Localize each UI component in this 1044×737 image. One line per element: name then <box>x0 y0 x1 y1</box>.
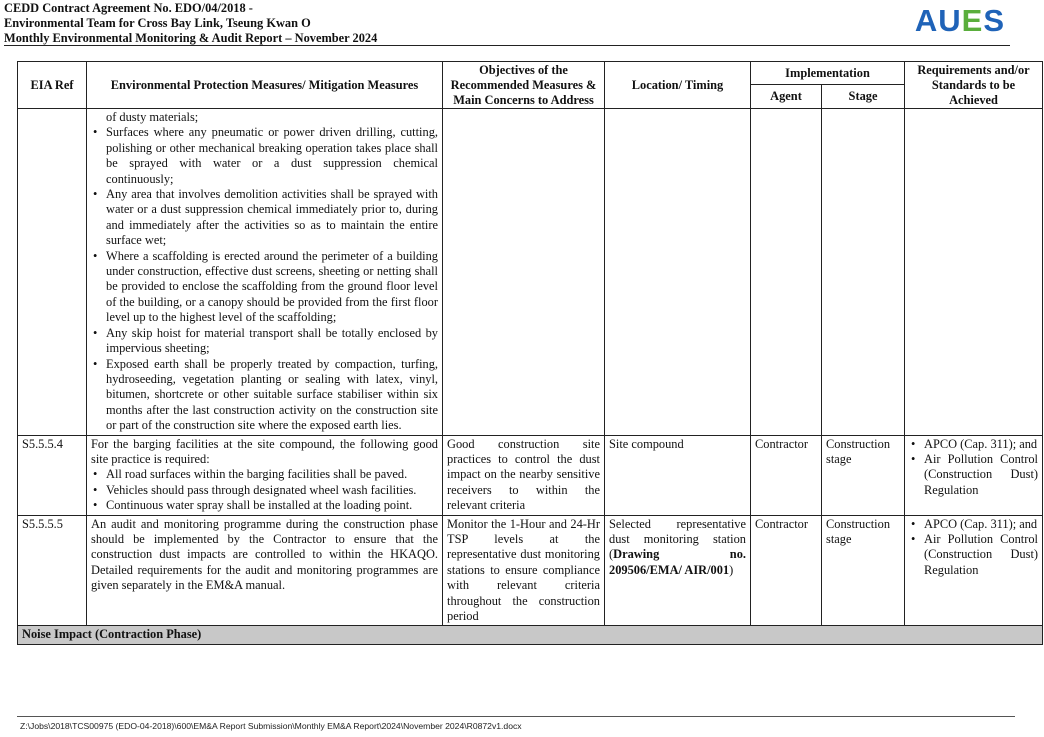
list-item: • Exposed earth shall be properly treated by compaction, turfing, hydroseeding, vegetation planting or sealing with latex, vinyl, bitumen, shortcrete or other suitable surface stabiliser within six months after the last construction activity on the construction site or part of the construction site where the exposed earth lies. <box>106 357 438 434</box>
measures-cell <box>87 109 443 436</box>
location-cell <box>605 515 751 626</box>
list-item: • Vehicles should pass through designated wheel wash facilities. <box>106 483 438 498</box>
requirements-cell <box>905 435 1043 515</box>
table-header-row <box>18 62 1043 85</box>
measures-cell <box>87 435 443 515</box>
measure-bullet-list <box>91 467 438 513</box>
header-divider <box>4 45 1010 46</box>
mitigation-measures-table <box>17 61 1043 645</box>
page-header <box>4 0 1040 46</box>
col-header-agent: Agent <box>751 85 822 109</box>
requirements-cell <box>905 515 1043 626</box>
team-line: Environmental Team for Cross Bay Link, Tseung Kwan O <box>4 15 311 30</box>
section-heading-row <box>18 626 1043 644</box>
contract-line: CEDD Contract Agreement No. EDO/04/2018 - <box>4 1 253 15</box>
stage-cell: Construction stage <box>822 515 905 626</box>
eia-ref-cell: S5.5.5.5 <box>18 515 87 626</box>
report-title-line: Monthly Environmental Monitoring & Audit Report – November 2024 <box>4 30 378 45</box>
eia-ref-cell: S5.5.5.4 <box>18 435 87 515</box>
list-item: • APCO (Cap. 311); and <box>924 437 1038 452</box>
objectives-cell <box>443 109 605 436</box>
drawing-reference: Drawing no. 209506/EMA/ AIR/001 <box>609 547 746 577</box>
aues-logo: AUES <box>914 3 1005 38</box>
location-close: ) <box>729 562 734 577</box>
section-heading: Noise Impact (Contraction Phase) <box>18 626 1043 644</box>
objectives-cell: Monitor the 1-Hour and 24-Hr TSP levels at the representative dust monitoring stations to ensure compliance with relevant criteria throughout the construction period <box>443 515 605 626</box>
col-header-location: Location/ Timing <box>605 62 751 109</box>
col-header-objectives: Objectives of the Recommended Measures & Main Concerns to Address <box>443 62 605 109</box>
measure-bullet-list <box>91 125 438 433</box>
footer-divider <box>17 716 1015 717</box>
list-item: • APCO (Cap. 311); and <box>924 517 1038 532</box>
objectives-cell: Good construction site practices to control the dust impact on the nearby sensitive receivers to within the relevant criteria <box>443 435 605 515</box>
list-item: • All road surfaces within the barging facilities shall be paved. <box>106 467 438 482</box>
measures-cell: An audit and monitoring programme during the construction phase should be implemented by the Contractor to ensure that the construction dust impacts are controlled to within the HKAQO. Detailed requirements for the audit and monitoring programmes are given separately in the EM&A manual. <box>87 515 443 626</box>
stage-cell: Construction stage <box>822 435 905 515</box>
requirements-list <box>909 437 1038 499</box>
list-item: • Continuous water spray shall be installed at the loading point. <box>106 498 438 513</box>
measure-intro-text: For the barging facilities at the site compound, the following good site practice is required: <box>91 436 438 466</box>
stage-cell <box>822 109 905 436</box>
measure-lead-text: of dusty materials; <box>106 110 199 124</box>
location-cell: Site compound <box>605 435 751 515</box>
agent-cell: Contractor <box>751 515 822 626</box>
list-item: • Any skip hoist for material transport shall be totally enclosed by impervious sheeting; <box>106 326 438 357</box>
list-item: • Where a scaffolding is erected around the perimeter of a building under construction, effective dust screens, sheeting or netting shall be provided to enclose the scaffolding from the ground floor level of the building, or a canopy should be provided from the first floor level up to the highest level of the scaffolding; <box>106 249 438 326</box>
col-header-implementation: Implementation <box>751 62 905 85</box>
table-row <box>18 435 1043 515</box>
eia-ref-cell <box>18 109 87 436</box>
requirements-list <box>909 517 1038 579</box>
location-text: Selected representative dust monitoring station ( <box>609 516 746 562</box>
location-cell <box>605 109 751 436</box>
list-item: • Any area that involves demolition activities shall be sprayed with water or a dust suppression chemical immediately prior to, during and immediately after the activities so as to maintain the entire surface wet; <box>106 187 438 249</box>
table-row <box>18 515 1043 626</box>
col-header-measures: Environmental Protection Measures/ Mitigation Measures <box>87 62 443 109</box>
agent-cell <box>751 109 822 436</box>
col-header-requirements: Requirements and/or Standards to be Achieved <box>905 62 1043 109</box>
agent-cell: Contractor <box>751 435 822 515</box>
table-row-continued <box>18 109 1043 436</box>
col-header-eia-ref: EIA Ref <box>18 62 87 109</box>
header-text <box>4 1 377 45</box>
requirements-cell <box>905 109 1043 436</box>
file-path-footer: Z:\Jobs\2018\TCS00975 (EDO-04-2018)\600\EM&A Report Submission\Monthly EM&A Report\2024\November 2024\R0872v1.docx <box>20 721 522 731</box>
list-item: • Air Pollution Control (Construction Dust) Regulation <box>924 452 1038 498</box>
col-header-stage: Stage <box>822 85 905 109</box>
list-item: • Air Pollution Control (Construction Dust) Regulation <box>924 532 1038 578</box>
list-item: • Surfaces where any pneumatic or power driven drilling, cutting, polishing or other mechanical breaking operation takes place shall be sprayed with water or a dust suppression chemical continuously; <box>106 125 438 187</box>
